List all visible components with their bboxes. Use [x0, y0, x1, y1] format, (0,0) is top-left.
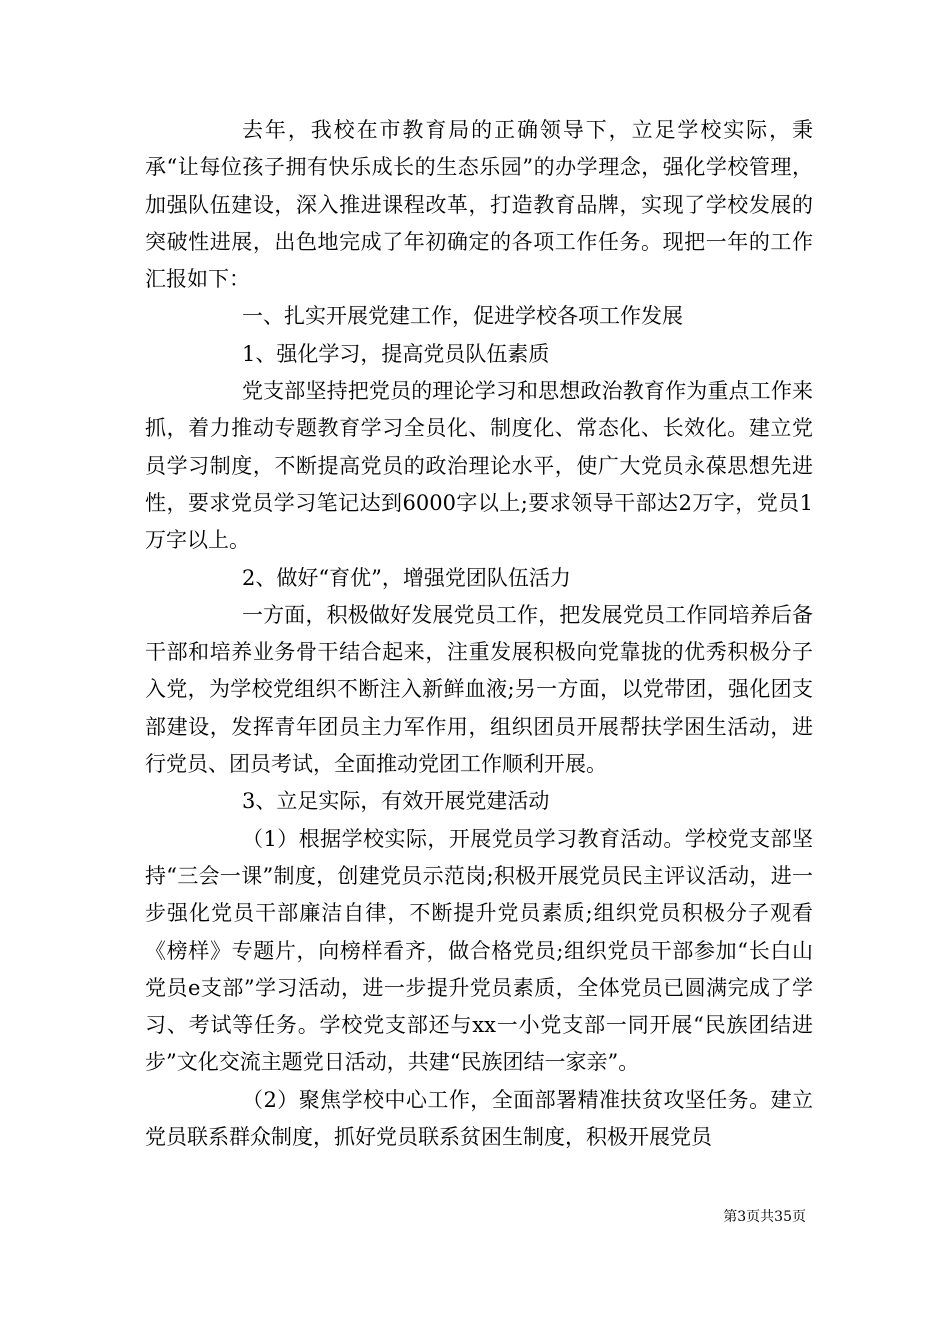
paragraph-intro: 去年，我校在市教育局的正确领导下，立足学校实际，秉承“让每位孩子拥有快乐成长的生态乐园”的办学理念，强化学校管理，加强队伍建设，深入推进课程改革，打造教育品牌，实现了学校发展的突破性进展，出色地完成了年初确定的各项工作任务。现把一年的工作汇报如下：: [145, 118, 813, 292]
paragraph-activities-1: （1）根据学校实际，开展党员学习教育活动。学校党支部坚持“三会一课”制度，创建党员示范岗;积极开展党员民主评议活动，进一步强化党员干部廉洁自律，不断提升党员素质;组织党员积极分子观看《榜样》专题片，向榜样看齐，做合格党员;组织党员干部参加“长白山党员e支部”学习活动，进一步提升党员素质，全体党员已圆满完成了学习、考试等任务。学校党支部还与xx一小党支部一同开展“民族团结进步”文化交流主题党日活动，共建“民族团结一家亲”。: [145, 826, 813, 1075]
subsection-heading-2: 2、做好“育优”，增强党团队伍活力: [242, 565, 571, 590]
paragraph-activities-2: （2）聚焦学校中心工作，全面部署精准扶贫攻坚任务。建立党员联系群众制度，抓好党员联系贫困生制度，积极开展党员: [145, 1087, 813, 1150]
paragraph-development: 一方面，积极做好发展党员工作，把发展党员工作同培养后备干部和培养业务骨干结合起来，注重发展积极向党靠拢的优秀积极分子入党，为学校党组织不断注入新鲜血液;另一方面，以党带团，强化团支部建设，发挥青年团员主力军作用，组织团员开展帮扶学困生活动，进行党员、团员考试，全面推动党团工作顺利开展。: [145, 602, 813, 777]
paragraph-study: 党支部坚持把党员的理论学习和思想政治教育作为重点工作来抓，着力推动专题教育学习全员化、制度化、常态化、长效化。建立党员学习制度，不断提高党员的政治理论水平，使广大党员永葆思想先进性，要求党员学习笔记达到6000字以上;要求领导干部达2万字，党员1万字以上。: [145, 379, 813, 553]
section-heading-1: 一、扎实开展党建工作，促进学校各项工作发展: [242, 304, 683, 329]
subsection-heading-1: 1、强化学习，提高党员队伍素质: [242, 341, 550, 366]
subsection-heading-3: 3、立足实际，有效开展党建活动: [242, 789, 550, 814]
document-body: [145, 112, 813, 1156]
page-number: 第3页共35页: [723, 1209, 806, 1225]
